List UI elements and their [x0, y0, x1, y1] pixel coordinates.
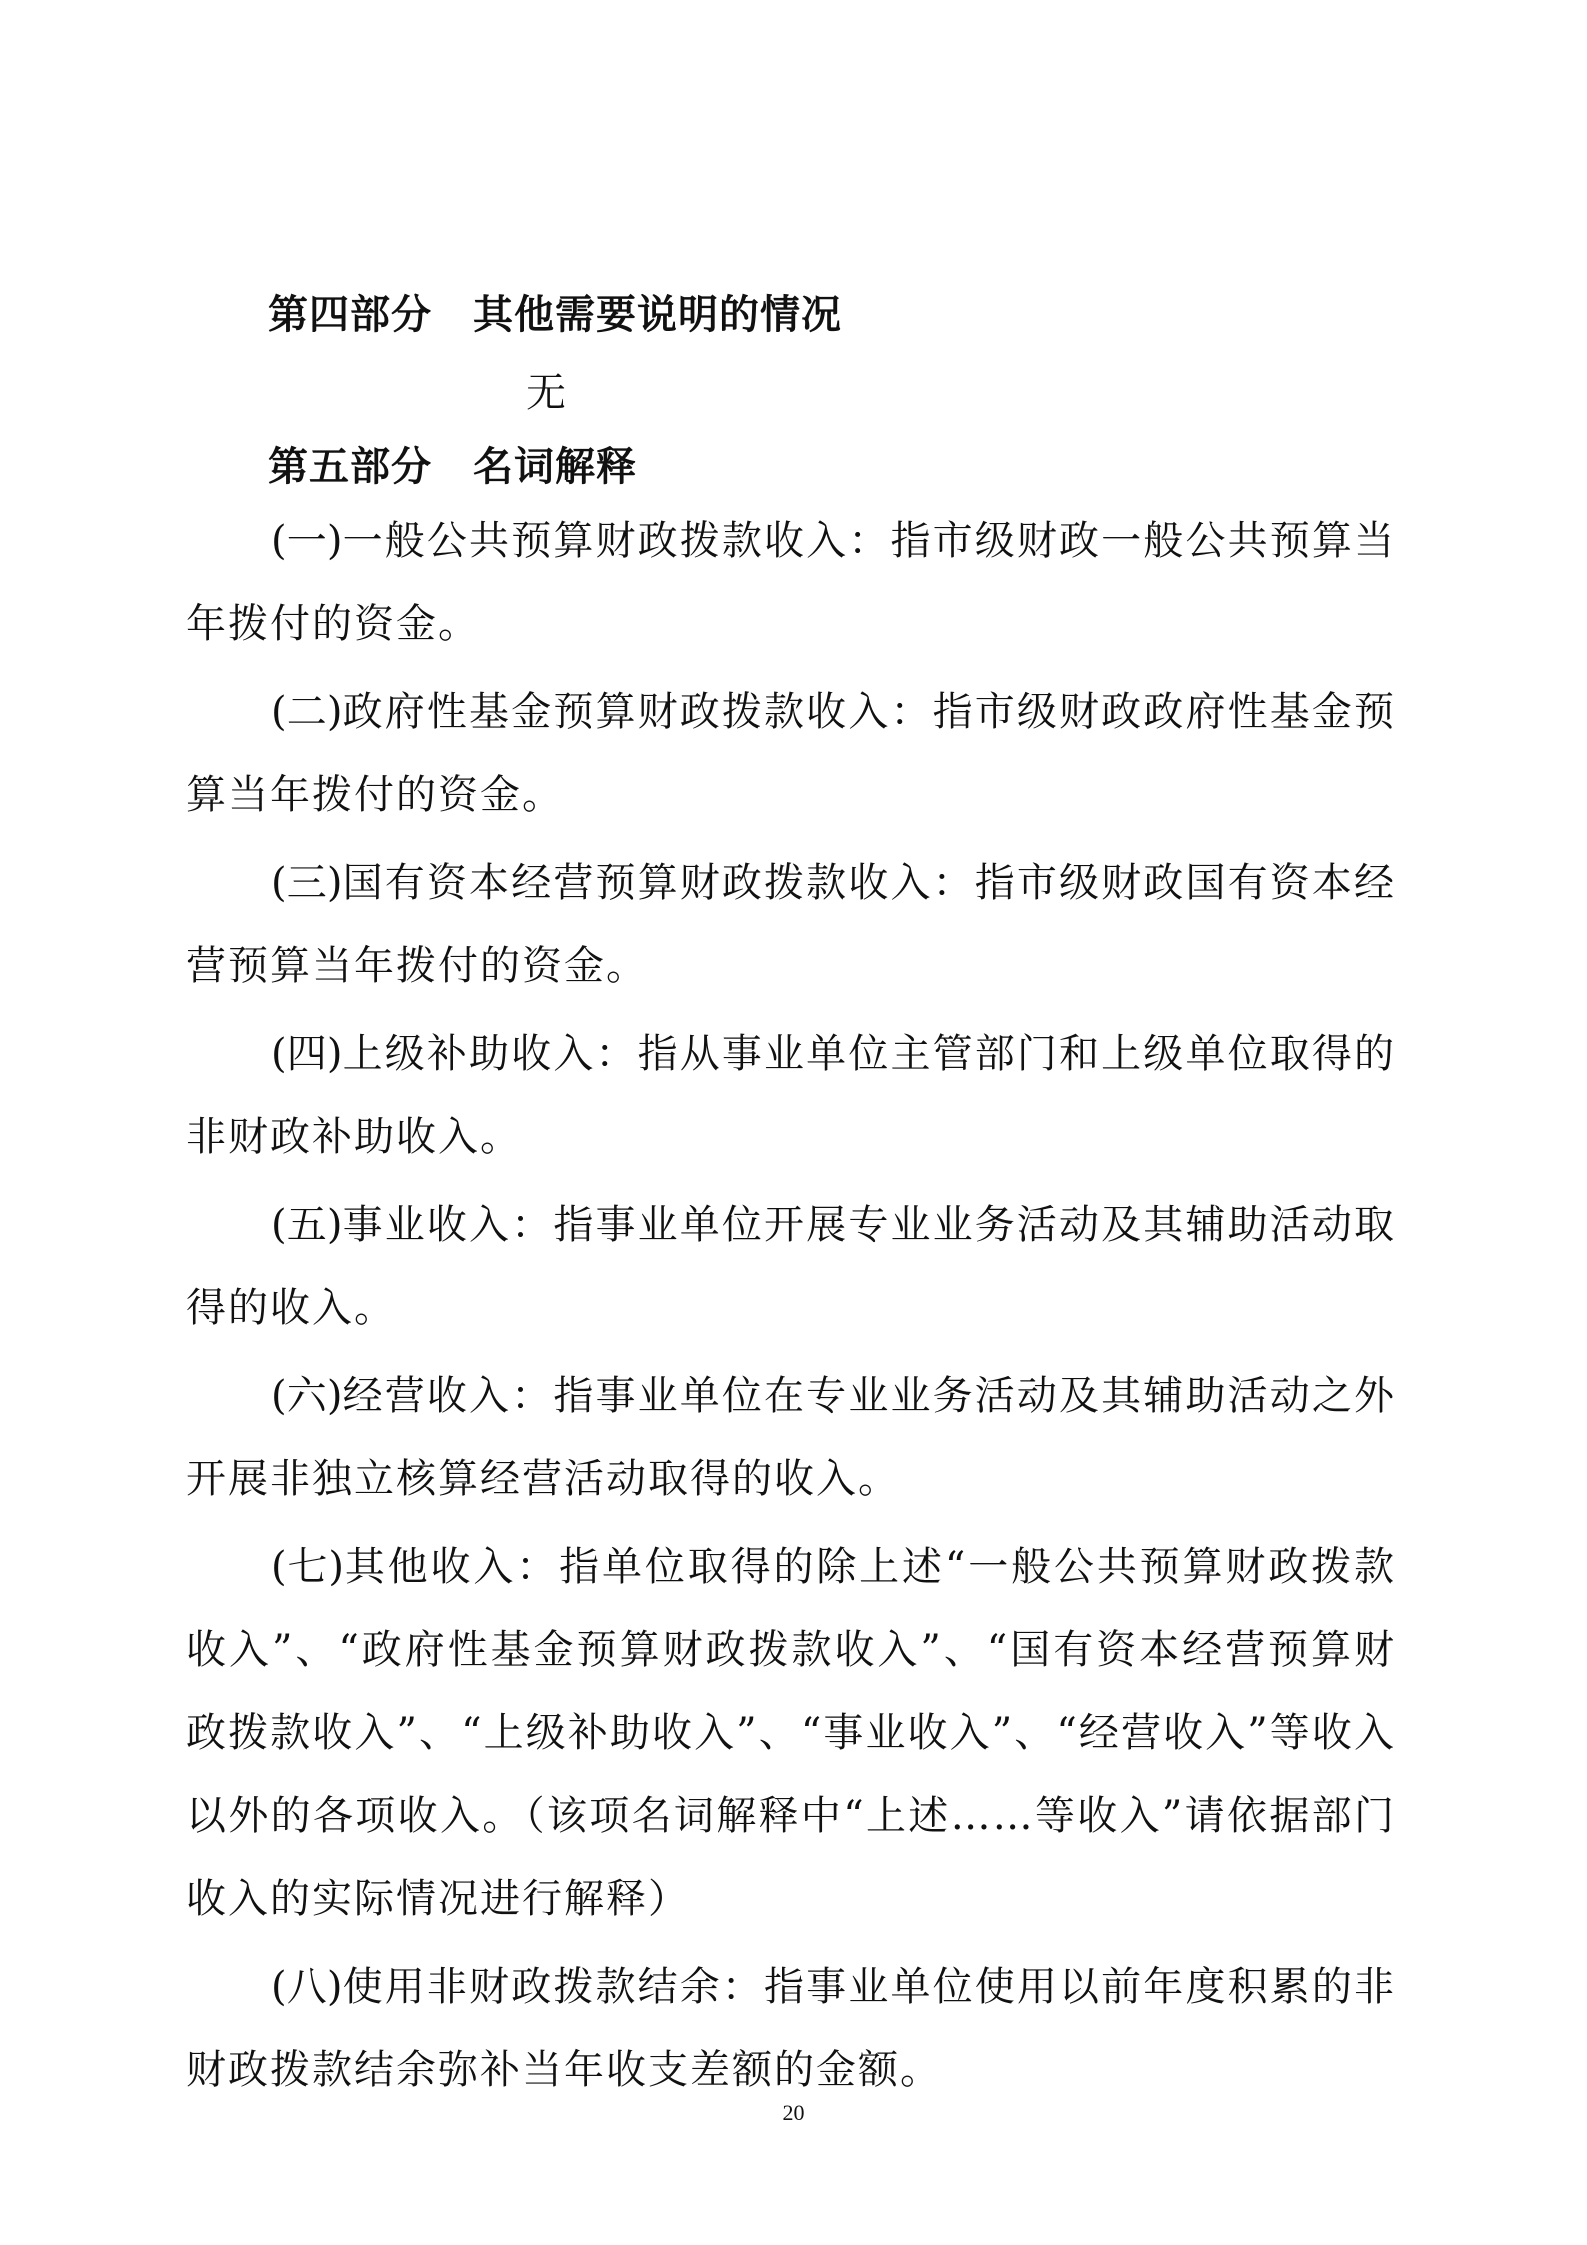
definition-number: (七) [271, 1544, 344, 1590]
definition-text: 经营收入：指事业单位在专业业务活动及其辅助活动之外开展非独立核算经营活动取得的收入。 [186, 1373, 1397, 1502]
definition-text: 一般公共预算财政拨款收入：指市级财政一般公共预算当年拨付的资金。 [186, 518, 1397, 647]
page-number: 20 [782, 2100, 805, 2125]
definition-number: (四) [271, 1031, 343, 1077]
definition-item [186, 1355, 1396, 1521]
definition-text: 使用非财政拨款结余：指事业单位使用以前年度积累的非财政拨款结余弥补当年收支差额的金额。 [186, 1964, 1397, 2093]
definitions-list [186, 500, 1396, 2112]
definition-number: (三) [271, 860, 343, 906]
section-4-heading: 第四部分 其他需要说明的情况 [268, 292, 842, 338]
definition-item [186, 671, 1396, 837]
definition-item [186, 500, 1396, 666]
definition-number: (六) [271, 1373, 343, 1419]
definition-number: (一) [271, 518, 343, 564]
section-4-content: 无 [526, 370, 566, 416]
definition-item [186, 1946, 1396, 2112]
definition-text: 国有资本经营预算财政拨款收入：指市级财政国有资本经营预算当年拨付的资金。 [186, 860, 1397, 989]
definition-item [186, 1013, 1396, 1179]
definition-number: (五) [271, 1202, 343, 1248]
definition-text: 政府性基金预算财政拨款收入：指市级财政政府性基金预算当年拨付的资金。 [186, 689, 1397, 818]
definition-text: 事业收入：指事业单位开展专业业务活动及其辅助活动取得的收入。 [186, 1202, 1397, 1331]
definition-text: 其他收入：指单位取得的除上述“一般公共预算财政拨款收入”、“政府性基金预算财政拨款收入”、“国有资本经营预算财政拨款收入”、“上级补助收入”、“事业收入”、“经营收入”等收入以外的各项收入。（该项名词解释中“上述……等收入”请依据部门收入的实际情况进行解释） [186, 1544, 1397, 1922]
definition-number: (二) [271, 689, 343, 735]
section-5-heading: 第五部分 名词解释 [268, 444, 637, 490]
definition-item [186, 842, 1396, 1008]
definition-number: (八) [271, 1964, 343, 2010]
definition-item [186, 1526, 1396, 1941]
definition-text: 上级补助收入：指从事业单位主管部门和上级单位取得的非财政补助收入。 [186, 1031, 1397, 1160]
definition-item [186, 1184, 1396, 1350]
